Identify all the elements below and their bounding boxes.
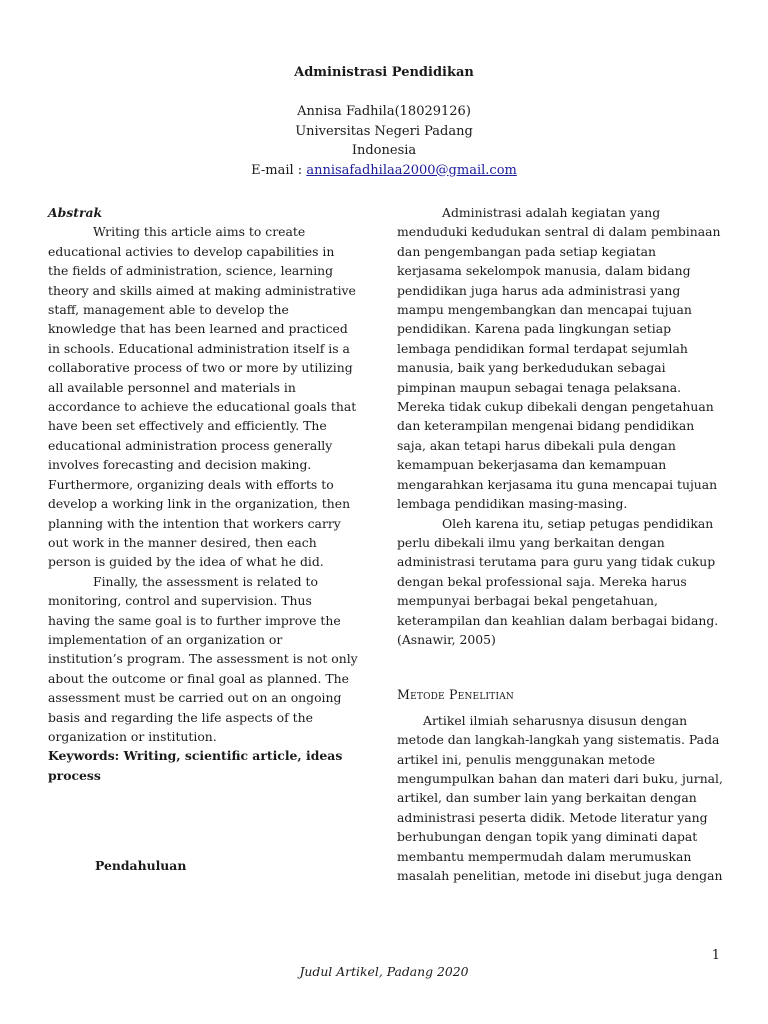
author-country: Indonesia (351, 143, 417, 158)
author-name: Annisa Fadhila(18029126) (297, 104, 471, 119)
abstract-heading: Abstrak (48, 205, 103, 220)
abstract-paragraph-1: Writing this article aims to create educational activies to develop capabilities in the fields of administration, science, learning theory and skills aimed at making administrative staff, management able to develop the knowledge that has been learned and practiced in schools. Educational administration itself is a collaborative process of two or more by utilizing all available personnel and materials in accordance to achieve the educational goals that have been set effectively and efficiently. The educational administration process generally involves forecasting and decision making. Furthermore, organizing deals with efforts to develop a working link in the organization, then planning with the intention that workers carry out work in the manner desired, then each person is guided by the idea of what he did. (48, 224, 357, 570)
author-email-line (0, 161, 768, 181)
right-column (397, 203, 723, 885)
intro-paragraph-2: Oleh karena itu, setiap petugas pendidikan perlu dibekali ilmu yang berkaitan dengan administrasi terutama para guru yang tidak cukup dengan bekal professional saja. Mereka harus mempunyai berbagai bekal pengetahuan, keterampilan dan keahlian dalam berbagai bidang. (Asnawir, 2005) (397, 515, 719, 647)
author-university: Universitas Negeri Padang (295, 123, 473, 139)
method-heading: Metode Penelitian (397, 687, 514, 703)
abstract-paragraph-2: Finally, the assessment is related to monitoring, control and supervision. Thus having the same goal is to further improve the implementation of an organization or institution’s program. The assessment is not only about the outcome or final goal as planned. The assessment must be carried out on an ongoing basis and regarding the life aspects of the organization or institution. (48, 573, 358, 744)
page-number: 1 (711, 948, 720, 963)
page-footer: Judul Artikel, Padang 2020 (299, 964, 469, 979)
intro-paragraph-1: Administrasi adalah kegiatan yang menduduki kedudukan sentral di dalam pembinaan dan pengembangan pada setiap kegiatan kerjasama sekelompok manusia, dalam bidang pendidikan juga harus ada administrasi yang mampu mengembangkan dan mencapai tujuan pendidikan. Karena pada lingkungan setiap lembaga pendidikan formal terdapat sejumlah manusia, baik yang berkedudukan sebagai pimpinan maupun sebagai tenaga pelaksana. Mereka tidak cukup dibekali dengan pengetahuan dan keterampilan mengenai bidang pendidikan saja, akan tetapi harus dibekali pula dengan kemampuan bekerjasama dan kemampuan mengarahkan kerjasama itu guna mencapai tujuan lembaga pendidikan masing-masing. (397, 205, 721, 512)
introduction-heading: Pendahuluan (95, 858, 187, 873)
article-header (0, 64, 768, 180)
article-title: Administrasi Pendidikan (294, 65, 474, 80)
email-prefix: E-mail : (251, 162, 307, 178)
method-paragraph-1: Artikel ilmiah seharusnya disusun dengan metode dan langkah-langkah yang sistematis. Pada artikel ini, penulis menggunakan metode mengumpulkan bahan dan materi dari buku, jurnal, artikel, dan sumber lain yang berkaitan dengan administrasi peserta didik. Metode literatur yang berhubungan dengan topik yang diminati dapat membantu mempermudah dalam merumuskan masalah penelitian, metode ini disebut juga dengan (397, 712, 723, 883)
abstract-keywords: Keywords: Writing, scientific article, ideas process (48, 748, 343, 783)
email-link[interactable]: annisafadhilaa2000@gmail.com (306, 162, 517, 178)
left-column (48, 203, 358, 785)
